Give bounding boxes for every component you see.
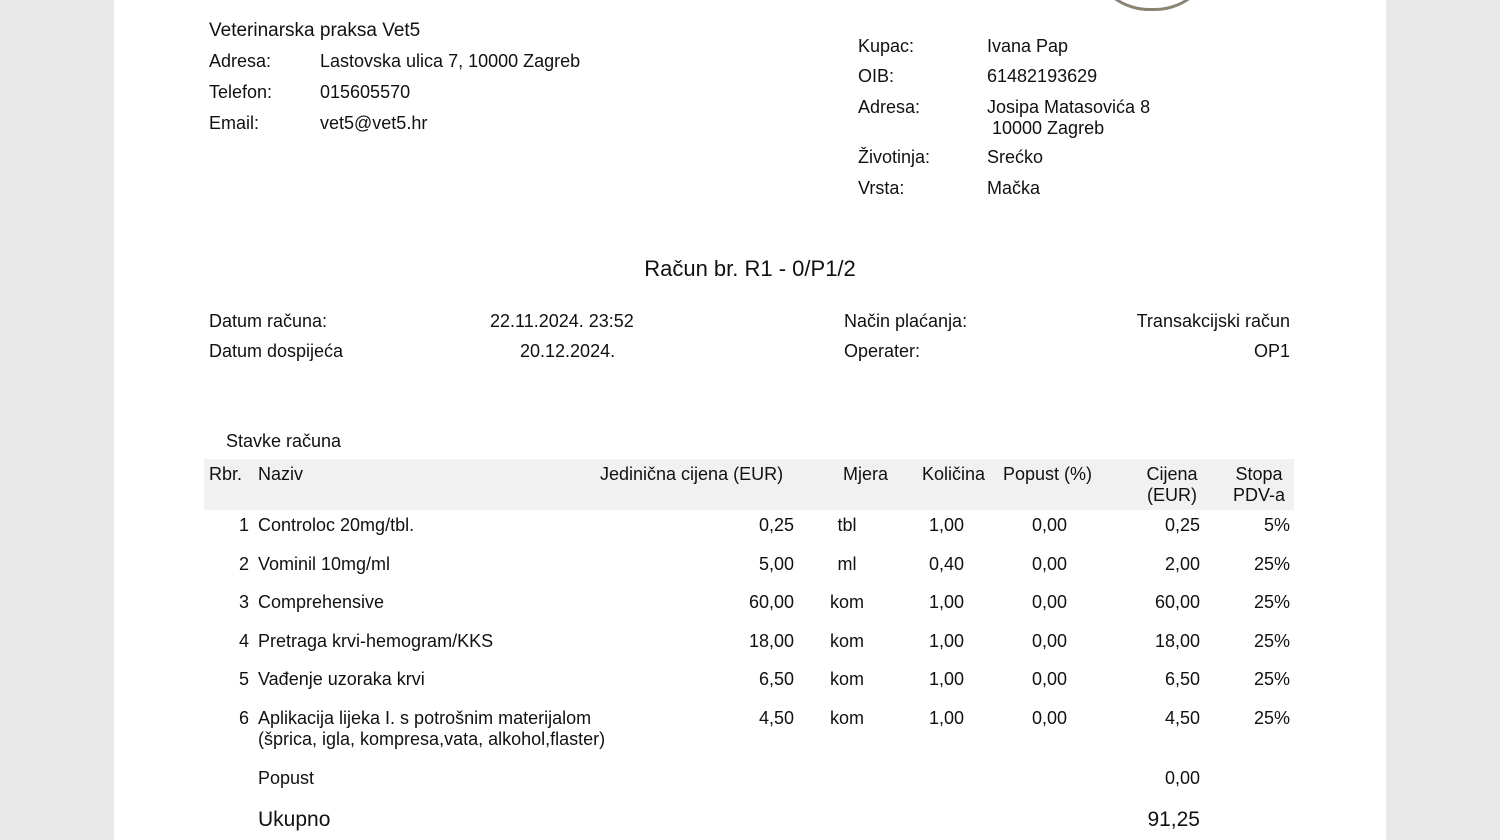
header-discount: Popust (%) [1003, 464, 1093, 484]
invoice-title: Račun br. R1 - 0/P1/2 [644, 256, 856, 281]
cell-unit-price: 60,00 [748, 592, 794, 612]
buyer-address-line2: 10000 Zagreb [992, 118, 1105, 138]
seller-phone-label: Telefon: [209, 82, 273, 102]
cell-vat: 25% [1253, 669, 1290, 689]
seller-name: Veterinarska praksa Vet5 [209, 20, 421, 41]
cell-vat: 5% [1263, 515, 1290, 535]
header-unit: Mjera [843, 464, 889, 484]
cell-name: Aplikacija lijeka I. s potrošnim materijalom [258, 708, 592, 728]
cell-no: 5 [238, 669, 249, 689]
cell-qty: 1,00 [928, 631, 964, 651]
grand-total-label: Ukupno [258, 808, 331, 831]
cell-qty: 0,40 [928, 554, 964, 574]
cell-unit-price: 4,50 [758, 708, 794, 728]
seller-phone: 015605570 [320, 82, 411, 102]
cell-unit: kom [829, 592, 864, 612]
cell-unit-price: 18,00 [748, 631, 794, 651]
payment-method-label: Način plaćanja: [844, 311, 968, 331]
cell-qty: 1,00 [928, 592, 964, 612]
cell-discount: 0,00 [1031, 669, 1067, 689]
cell-qty: 1,00 [928, 669, 964, 689]
cell-unit: kom [829, 631, 864, 651]
cell-no: 3 [238, 592, 249, 612]
cell-qty: 1,00 [928, 708, 964, 728]
cell-name: Controloc 20mg/tbl. [258, 515, 415, 535]
cell-unit: ml [837, 554, 857, 574]
buyer-address-line1: Josipa Matasovića 8 [987, 97, 1151, 117]
cell-name-line2: (šprica, igla, kompresa,vata, alkohol,flaster) [258, 729, 606, 749]
cell-vat: 25% [1253, 631, 1290, 651]
cell-qty: 1,00 [928, 515, 964, 535]
cell-name: Comprehensive [258, 592, 385, 612]
header-vat-line2: PDV-a [1232, 485, 1286, 505]
payment-method: Transakcijski račun [1136, 311, 1290, 331]
cell-vat: 25% [1253, 554, 1290, 574]
cell-no: 2 [238, 554, 249, 574]
cell-discount: 0,00 [1031, 592, 1067, 612]
header-price-line2: (EUR) [1147, 485, 1197, 505]
seller-email: vet5@vet5.hr [320, 113, 428, 133]
due-date: 20.12.2024. [520, 341, 616, 361]
buyer-animal-label: Životinja: [858, 147, 931, 167]
cell-price: 2,00 [1164, 554, 1200, 574]
cell-price: 6,50 [1164, 669, 1200, 689]
cell-price: 60,00 [1154, 592, 1200, 612]
buyer-oib: 61482193629 [987, 66, 1098, 86]
seller-email-label: Email: [209, 113, 260, 133]
header-qty: Količina [922, 464, 986, 484]
cell-price: 4,50 [1164, 708, 1200, 728]
cell-price: 18,00 [1154, 631, 1200, 651]
buyer-animal: Srećko [987, 147, 1044, 167]
buyer-species: Mačka [987, 178, 1041, 198]
invoice-date-label: Datum računa: [209, 311, 328, 331]
cell-name: Vađenje uzoraka krvi [258, 669, 425, 689]
buyer-species-label: Vrsta: [858, 178, 905, 198]
operator-label: Operater: [844, 341, 921, 361]
invoice-date: 22.11.2024. 23:52 [490, 311, 634, 331]
discount-total-label: Popust [258, 768, 315, 788]
header-name: Naziv [258, 464, 304, 484]
cell-price: 0,25 [1164, 515, 1200, 535]
cell-discount: 0,00 [1031, 554, 1067, 574]
cell-name: Vominil 10mg/ml [258, 554, 391, 574]
header-price-line1: Cijena [1146, 464, 1198, 484]
cell-unit-price: 6,50 [758, 669, 794, 689]
header-unit-price: Jedinična cijena (EUR) [600, 464, 784, 484]
cell-vat: 25% [1253, 708, 1290, 728]
cell-discount: 0,00 [1031, 515, 1067, 535]
cell-discount: 0,00 [1031, 708, 1067, 728]
grand-total-value: 91,25 [1147, 808, 1200, 831]
cell-no: 6 [238, 708, 249, 728]
cell-unit: kom [829, 669, 864, 689]
due-date-label: Datum dospijeća [209, 341, 344, 361]
buyer-address-label: Adresa: [858, 97, 921, 117]
discount-total-value: 0,00 [1164, 768, 1200, 788]
header-vat-line1: Stopa [1235, 464, 1283, 484]
cell-unit: kom [829, 708, 864, 728]
cell-no: 1 [238, 515, 249, 535]
cell-unit-price: 0,25 [758, 515, 794, 535]
cell-unit-price: 5,00 [758, 554, 794, 574]
invoice-page [114, 0, 1386, 840]
buyer-customer-label: Kupac: [858, 36, 915, 56]
cell-discount: 0,00 [1031, 631, 1067, 651]
buyer-customer: Ivana Pap [987, 36, 1069, 56]
stamp-seal [1089, 0, 1215, 11]
cell-no: 4 [238, 631, 249, 651]
items-section-title: Stavke računa [226, 431, 342, 451]
header-no: Rbr. [209, 464, 243, 484]
operator: OP1 [1253, 341, 1290, 361]
cell-name: Pretraga krvi-hemogram/KKS [258, 631, 494, 651]
cell-vat: 25% [1253, 592, 1290, 612]
cell-unit: tbl [837, 515, 857, 535]
seller-address: Lastovska ulica 7, 10000 Zagreb [320, 51, 581, 71]
seller-address-label: Adresa: [209, 51, 272, 71]
buyer-oib-label: OIB: [858, 66, 895, 86]
